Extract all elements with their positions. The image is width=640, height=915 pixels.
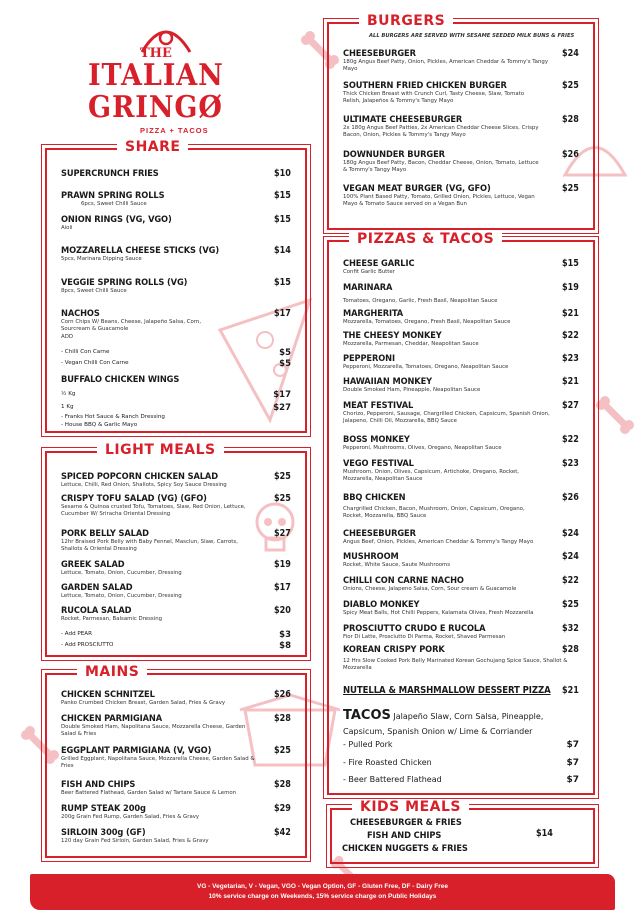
- burgers-note: ALL BURGERS ARE SERVED WITH SESAME SEEDED MILK BUNS & FRIES: [369, 33, 575, 39]
- item-price: $17: [274, 308, 291, 319]
- item-desc: Fior Di Latte, Prosciutto Di Parma, Rocket, Shaved Parmesan: [343, 634, 506, 640]
- option-price: $17: [273, 390, 291, 400]
- item-price: $21: [562, 685, 579, 696]
- item-name: CHILLI CON CARNE NACHO: [343, 575, 464, 586]
- taco-option: [343, 740, 579, 749]
- menu-item: [343, 458, 579, 484]
- menu-item: [61, 713, 291, 739]
- menu-item: [61, 745, 291, 771]
- item-price: $14: [274, 245, 291, 256]
- item-price: $17: [274, 582, 291, 593]
- item-desc: Double Smoked Ham, Pineapple, Neapolitan Sauce: [343, 387, 481, 393]
- addon-price: $8: [279, 641, 291, 651]
- addon-row: [61, 348, 291, 358]
- item-desc: Grilled Eggplant, Napolitana Sauce, Mozzarella Cheese, Garden Salad & Fries: [61, 756, 255, 770]
- option-row: [61, 390, 291, 400]
- item-name: MARINARA: [343, 282, 393, 293]
- item-name: VEGO FESTIVAL: [343, 458, 414, 469]
- menu-item: [343, 376, 579, 394]
- item-name: CHEESEBURGER: [343, 48, 416, 59]
- mains-section: [45, 664, 307, 858]
- addon-price: $3: [279, 630, 291, 640]
- item-price: $27: [274, 528, 291, 539]
- tacos-block: [343, 708, 579, 739]
- item-price: $26: [562, 149, 579, 160]
- kids-item: FISH AND CHIPS: [367, 830, 442, 841]
- item-desc: Chorizo, Pepperoni, Sausage, Chargrilled Chicken, Capsicum, Spanish Onion, Jalapeno, Chilli Oil, Mozzarella, BBQ Sauce: [343, 411, 550, 425]
- addon-label: - Add PEAR: [61, 631, 93, 637]
- option-label: - Franks Hot Sauce & Ranch Dressing: [61, 414, 165, 420]
- item-price: $26: [274, 689, 291, 700]
- option-row: [61, 422, 291, 428]
- addon-label: ADD: [61, 333, 73, 340]
- item-desc: Rocket, White Sauce, Saute Mushrooms: [343, 562, 451, 568]
- option-label: ½ Kg: [61, 391, 76, 397]
- menu-item: [343, 149, 579, 175]
- menu-item: [61, 779, 291, 797]
- item-name: DIABLO MONKEY: [343, 599, 420, 610]
- menu-item: [343, 644, 579, 673]
- item-name: CHICKEN PARMIGIANA: [61, 713, 163, 724]
- item-desc: 12hr Braised Pork Belly with Baby Fennel, Masclun, Slaw, Carrots, Shallots & Oriental Dressing: [61, 539, 238, 553]
- item-desc: 6pcs, Sweet Chilli Sauce: [81, 201, 147, 207]
- item-name: RUMP STEAK 200g: [61, 803, 146, 814]
- option-label: 1 Kg: [61, 404, 74, 410]
- item-desc: Corn Chips W/ Beans, Cheese, Jalapeño Salsa, Corn, Sourcream & Guacamole: [61, 319, 202, 333]
- logo-line1: ITALIAN: [88, 58, 224, 93]
- addon-label: - Vegan Chilli Con Carne: [61, 360, 129, 366]
- addon-row: [61, 630, 291, 640]
- item-desc: Panko Crumbed Chicken Breast, Garden Salad, Fries & Gravy: [61, 700, 226, 706]
- item-desc: 2x 180g Angus Beef Patties, 2x American Cheddar Cheese Slices, Crispy Bacon, Onion, Pickles & Tommy's Tangy Mayo: [343, 125, 539, 139]
- kids-price: $14: [536, 828, 553, 839]
- menu-item: [61, 277, 291, 295]
- item-name: GARDEN SALAD: [61, 582, 133, 593]
- item-price: $32: [562, 623, 579, 634]
- menu-item: [61, 582, 291, 600]
- share-section: [45, 139, 307, 433]
- kids-meals-section: [330, 799, 595, 864]
- item-desc: 200g Grain Fed Rump, Garden Salad, Fries & Gravy: [61, 814, 200, 820]
- tacos-desc: Jalapeño Slaw, Corn Salsa, Pineapple, Capsicum, Spanish Onion w/ Lime & Corriander: [343, 712, 544, 736]
- item-name: RUCOLA SALAD: [61, 605, 132, 616]
- logo-the: THE: [140, 46, 172, 61]
- item-name: BOSS MONKEY: [343, 434, 410, 445]
- item-price: $22: [562, 575, 579, 586]
- share-title: SHARE: [117, 139, 188, 155]
- item-price: $22: [562, 330, 579, 341]
- item-desc: 100% Plant Based Patty, Tomato, Grilled Onion, Pickles, Lettuce, Vegan Mayo & Tomato Sauce served on a Vegan Bun: [343, 194, 535, 208]
- menu-item: [61, 374, 291, 385]
- menu-item: [343, 308, 579, 326]
- item-desc: Lettuce, Tomato, Onion, Cucumber, Dressing: [61, 593, 182, 599]
- menu-item: [343, 258, 579, 276]
- item-desc: 12 Hrs Slow Cooked Pork Belly Marinated Korean Gochujang Spice Sauce, Shallot & Mozzarella: [343, 658, 568, 672]
- item-desc: Sesame & Quinoa crusted Tofu, Tomatoes, Slaw, Red Onion, Lettuce, Cucumber W/ Sriracha Oriental Dressing: [61, 504, 246, 518]
- footer-dietary-legend: VG - Vegetarian, V - Vegan, VGO - Vegan Option, GF - Gluten Free, DF - Dairy Free: [196, 883, 449, 890]
- menu-item: [343, 183, 579, 209]
- option-price: $7: [566, 758, 579, 768]
- kids-item: CHICKEN NUGGETS & FRIES: [342, 843, 468, 854]
- item-desc: Mozzarella, Parmesan, Cheddar, Neapolitan Sauce: [343, 341, 479, 347]
- option-price: $7: [566, 775, 579, 785]
- item-price: $24: [562, 48, 579, 59]
- item-desc: Tomatoes, Oregano, Garlic, Fresh Basil, Neapolitan Sauce: [343, 298, 498, 304]
- item-name: CRISPY TOFU SALAD (VG) (GFO): [61, 493, 207, 504]
- item-name: DOWNUNDER BURGER: [343, 149, 445, 160]
- item-name: HAWAIIAN MONKEY: [343, 376, 433, 387]
- item-price: $15: [274, 277, 291, 288]
- menu-item: [343, 492, 579, 521]
- addon-price: $5: [279, 359, 291, 369]
- addon-label: - Chilli Con Carne: [61, 349, 110, 355]
- menu-item: [343, 599, 579, 617]
- menu-item: [61, 214, 291, 232]
- item-name: BBQ CHICKEN: [343, 492, 406, 503]
- item-desc: Mozzarella, Tomatoes, Oregano, Fresh Basil, Neapolitan Sauce: [343, 319, 511, 325]
- item-name: VEGGIE SPRING ROLLS (VG): [61, 277, 188, 288]
- item-desc: Thick Chicken Breast with Crunch Curl, Tasty Cheese, Slaw, Tomato Relish, Jalapeños & Tommy's Tangy Mayo: [343, 91, 525, 105]
- pizzas-title: PIZZAS & TACOS: [349, 231, 502, 247]
- menu-item: [61, 471, 291, 489]
- item-name: MOZZARELLA CHEESE STICKS (VG): [61, 245, 220, 256]
- item-price: $19: [562, 282, 579, 293]
- item-price: $27: [562, 400, 579, 411]
- item-name: CHICKEN SCHNITZEL: [61, 689, 155, 700]
- light-meals-title: LIGHT MEALS: [97, 442, 224, 458]
- item-price: $22: [562, 434, 579, 445]
- mains-title: MAINS: [77, 664, 147, 680]
- item-desc: Angus Beef, Onion, Pickles, American Cheddar & Tommy's Tangy Mayo: [343, 539, 534, 545]
- footer-legend: [30, 874, 615, 910]
- item-price: $23: [562, 353, 579, 364]
- item-name: SOUTHERN FRIED CHICKEN BURGER: [343, 80, 507, 91]
- item-name: SUPERCRUNCH FRIES: [61, 168, 159, 179]
- item-name: PEPPERONI: [343, 353, 395, 364]
- item-desc: Double Smoked Ham, Napolitana Sauce, Mozzarella Cheese, Garden Salad & Fries: [61, 724, 246, 738]
- menu-item: [343, 551, 579, 569]
- item-desc: Mushroom, Onion, Olives, Capsicum, Artichoke, Oregano, Rocket, Mozzarella, Neapolitan Sauce: [343, 469, 520, 483]
- item-name: NUTELLA & MARSHMALLOW DESSERT PIZZA: [343, 685, 551, 696]
- item-price: $29: [274, 803, 291, 814]
- item-price: $28: [562, 644, 579, 655]
- item-price: $21: [562, 376, 579, 387]
- item-name: FISH AND CHIPS: [61, 779, 136, 790]
- menu-item: [343, 575, 579, 593]
- item-name: SPICED POPCORN CHICKEN SALAD: [61, 471, 218, 482]
- item-name: PRAWN SPRING ROLLS: [61, 190, 165, 201]
- option-row: [61, 414, 291, 420]
- menu-item: [343, 80, 579, 106]
- item-desc: Lettuce, Chilli, Red Onion, Shallots, Spicy Soy Sauce Dressing: [61, 482, 227, 488]
- menu-item: [61, 803, 291, 821]
- item-price: $28: [562, 114, 579, 125]
- item-desc: Chargrilled Chicken, Bacon, Mushroom, Onion, Capsicum, Oregano, Rocket, Mozzarella, BBQ Sauce: [343, 506, 525, 520]
- menu-item: [61, 559, 291, 577]
- item-name: MARGHERITA: [343, 308, 404, 319]
- menu-item: [61, 308, 291, 341]
- footer-service-charge: 10% service charge on Weekends, 15% service charge on Public Holidays: [208, 893, 437, 900]
- taco-option: [343, 775, 579, 784]
- option-label: - Beer Battered Flathead: [343, 775, 442, 784]
- item-name: NACHOS: [61, 308, 100, 319]
- item-name: BUFFALO CHICKEN WINGS: [61, 374, 180, 385]
- item-name: PORK BELLY SALAD: [61, 528, 149, 539]
- menu-item: [343, 623, 579, 641]
- item-name: PROSCIUTTO CRUDO E RUCOLA: [343, 623, 486, 634]
- kids-title: KIDS MEALS: [352, 799, 469, 815]
- item-desc: Rocket, Parmesan, Balsamic Dressing: [61, 616, 163, 622]
- item-price: $15: [562, 258, 579, 269]
- item-desc: Aioli: [61, 225, 73, 231]
- item-name: VEGAN MEAT BURGER (VG, GFO): [343, 183, 491, 194]
- option-label: - House BBQ & Garlic Mayo: [61, 422, 138, 428]
- bone-decoration: [595, 395, 635, 435]
- kids-item: CHEESEBURGER & FRIES: [350, 817, 462, 828]
- addon-price: $5: [279, 348, 291, 358]
- menu-item: [61, 168, 291, 179]
- item-price: $15: [274, 214, 291, 225]
- menu-item: [343, 330, 579, 348]
- item-price: $19: [274, 559, 291, 570]
- item-price: $20: [274, 605, 291, 616]
- tacos-title: TACOS: [343, 708, 391, 723]
- item-name: ONION RINGS (VG, VGO): [61, 214, 172, 225]
- menu-item: [343, 282, 579, 305]
- menu-item: [343, 114, 579, 140]
- item-desc: Spicy Meat Balls, Hot Chilli Peppers, Kalamata Olives, Fresh Mozzarella: [343, 610, 534, 616]
- item-desc: Confit Garlic Butter: [343, 269, 395, 275]
- dessert-pizza-item: [343, 685, 579, 696]
- pizzas-tacos-section: [327, 231, 595, 795]
- item-price: $23: [562, 458, 579, 469]
- item-price: $10: [274, 168, 291, 179]
- taco-option: [343, 758, 579, 767]
- item-name: MUSHROOM: [343, 551, 399, 562]
- addon-label: - Add PROSCIUTTO: [61, 642, 114, 648]
- item-desc: 5pcs, Marinara Dipping Sauce: [61, 256, 142, 262]
- item-name: KOREAN CRISPY PORK: [343, 644, 445, 655]
- item-price: $24: [562, 528, 579, 539]
- menu-item: [61, 528, 291, 554]
- item-price: $25: [274, 471, 291, 482]
- item-price: $28: [274, 713, 291, 724]
- item-price: $25: [562, 183, 579, 194]
- item-desc: Beer Battered Flathead, Garden Salad w/ Tartare Sauce & Lemon: [61, 790, 237, 796]
- item-desc: 120 day Grain Fed Sirloin, Garden Salad, Fries & Gravy: [61, 838, 209, 844]
- option-label: - Pulled Pork: [343, 740, 393, 749]
- menu-item: [61, 689, 291, 707]
- burgers-section: [327, 13, 595, 230]
- item-desc: Pepperoni, Mushrooms, Olives, Oregano, Neapolitan Sauce: [343, 445, 502, 451]
- item-desc: Onions, Cheese, Jalapeno Salsa, Corn, Sour cream & Guacamole: [343, 586, 517, 592]
- option-price: $7: [566, 740, 579, 750]
- addon-row: [61, 359, 291, 369]
- menu-item: [61, 605, 291, 623]
- item-price: $28: [274, 779, 291, 790]
- item-price: $25: [562, 599, 579, 610]
- item-price: $25: [274, 493, 291, 504]
- item-price: $25: [274, 745, 291, 756]
- item-price: $42: [274, 827, 291, 838]
- item-price: $26: [562, 492, 579, 503]
- item-desc: Lettuce, Tomato, Onion, Cucumber, Dressing: [61, 570, 182, 576]
- item-name: GREEK SALAD: [61, 559, 125, 570]
- item-name: THE CHEESY MONKEY: [343, 330, 442, 341]
- menu-item: [61, 245, 291, 263]
- item-name: CHEESE GARLIC: [343, 258, 415, 269]
- item-desc: 180g Angus Beef Patty, Onion, Pickles, American Cheddar & Tommy's Tangy Mayo: [343, 59, 549, 73]
- option-price: $27: [273, 403, 291, 413]
- item-desc: 180g Angus Beef Patty, Bacon, Cheddar Cheese, Onion, Tomato, Lettuce & Tommy's Tangy Mayo: [343, 160, 539, 174]
- logo-tagline: PIZZA + TACOS: [140, 126, 209, 135]
- item-price: $24: [562, 551, 579, 562]
- item-name: MEAT FESTIVAL: [343, 400, 414, 411]
- item-name: EGGPLANT PARMIGIANA (V, VGO): [61, 745, 212, 756]
- menu-item: [343, 48, 579, 74]
- menu-item: [343, 434, 579, 452]
- item-desc: 8pcs, Sweet Chilli Sauce: [61, 288, 127, 294]
- addon-row: [61, 641, 291, 651]
- item-name: SIRLOIN 300g (GF): [61, 827, 146, 838]
- item-desc: Pepperoni, Mozzarella, Tomatoes, Oregano, Neapolitan Sauce: [343, 364, 509, 370]
- menu-item: [61, 827, 291, 845]
- menu-item: [343, 400, 579, 426]
- item-name: ULTIMATE CHEESEBURGER: [343, 114, 463, 125]
- burgers-title: BURGERS: [359, 13, 453, 29]
- option-row: [61, 403, 291, 413]
- item-price: $21: [562, 308, 579, 319]
- menu-item: [61, 493, 291, 519]
- logo-line2: GRINGØ: [88, 90, 223, 125]
- option-label: - Fire Roasted Chicken: [343, 758, 432, 767]
- item-price: $25: [562, 80, 579, 91]
- item-price: $15: [274, 190, 291, 201]
- item-name: CHEESEBURGER: [343, 528, 416, 539]
- light-meals-section: [45, 442, 307, 657]
- menu-item: [343, 528, 579, 546]
- menu-item: [61, 190, 291, 208]
- menu-item: [343, 353, 579, 371]
